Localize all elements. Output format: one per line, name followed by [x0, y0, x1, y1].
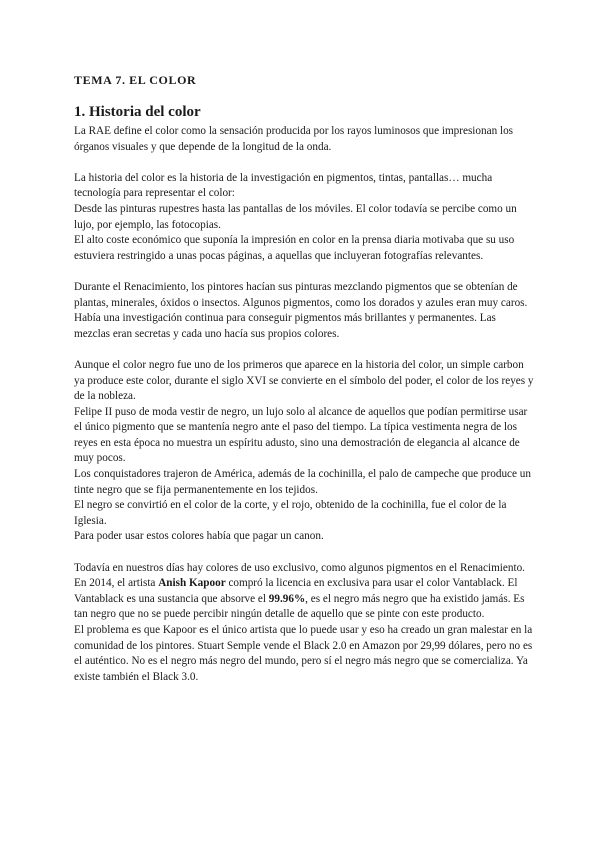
paragraph: El alto coste económico que suponía la impresión en color en la prensa diaria motivaba que su uso estuviera restringido a unas pocas páginas, a aquellas que incluyeran fotografías relevantes.	[74, 234, 515, 262]
text-run: , es el negro más negro que ha existido jamás. Es tan negro que no se puede percibir ningún detalle de aquello que se pinte con este producto.	[74, 592, 525, 621]
section-heading: 1. Historia del color	[74, 104, 201, 120]
paragraph: La RAE define el color como la sensación producida por los rayos luminosos que impresionan los órganos visuales y que depende de la longitud de la onda.	[74, 125, 514, 153]
absorption-percentage: 99.96%	[268, 592, 306, 605]
paragraph: Para poder usar estos colores había que pagar un canon.	[74, 530, 324, 543]
paragraph: Durante el Renacimiento, los pintores hacían sus pinturas mezclando pigmentos que se obtenían de plantas, minerales, óxidos o insectos. Algunos pigmentos, como los dorados y azules eran muy caros. Había una investigación continua para conseguir pigmentos más brillantes y permanentes. Las mezclas eran secretas y cada uno hacía sus propios colores.	[74, 280, 528, 340]
document-title: TEMA 7. EL COLOR	[74, 73, 197, 87]
paragraph: Desde las pinturas rupestres hasta las pantallas de los móviles. El color todavía se percibe como un lujo, por ejemplo, las fotocopias.	[74, 202, 517, 231]
paragraph-kapoor	[74, 576, 534, 623]
paragraph: El negro se convirtió en el color de la corte, y el rojo, obtenido de la cochinilla, fue el color de la Iglesia.	[74, 499, 507, 527]
text-run: compró la licencia en exclusiva para usar el color Vantablack. El Vantablack es una sustancia que absorve el	[74, 577, 518, 605]
text-run: En 2014, el artista	[74, 577, 159, 590]
paragraph: Aunque el color negro fue uno de los primeros que aparece en la historia del color, un simple carbon ya produce este color, durante el siglo XVI se convierte en el símbolo del poder, el color de los reyes y de la nobleza.	[74, 358, 534, 403]
document-body	[74, 124, 534, 685]
paragraph: El problema es que Kapoor es el único artista que lo puede usar y eso ha creado un gran malestar en la comunidad de los pintores. Stuart Semple vende el Black 2.0 en Amazon por 29,99 dólares, pero no es el auténtico. No es el negro más negro del mundo, pero sí el negro más negro que se comercializa. Ya existe también el Black 3.0.	[74, 624, 533, 683]
paragraph: La historia del color es la historia de la investigación en pigmentos, tintas, pantallas… mucha tecnología para representar el color:	[74, 171, 493, 200]
paragraph: Los conquistadores trajeron de América, además de la cochinilla, el palo de campeche que produce un tinte negro que se fija permanentemente en los tejidos.	[74, 468, 531, 496]
artist-name: Anish Kapoor	[158, 577, 226, 590]
paragraph: Todavía en nuestros días hay colores de uso exclusivo, como algunos pigmentos en el Renacimiento.	[74, 561, 525, 574]
paragraph: Felipe II puso de moda vestir de negro, un lujo solo al alcance de aquellos que podían permitirse usar el único pigmento que se mantenía negro ante el paso del tiempo. La típica vestimenta negra de los reyes en esta época no muestra un espíritu adusto, sino una demostración de elegancia al alcance de muy pocos.	[74, 405, 528, 465]
